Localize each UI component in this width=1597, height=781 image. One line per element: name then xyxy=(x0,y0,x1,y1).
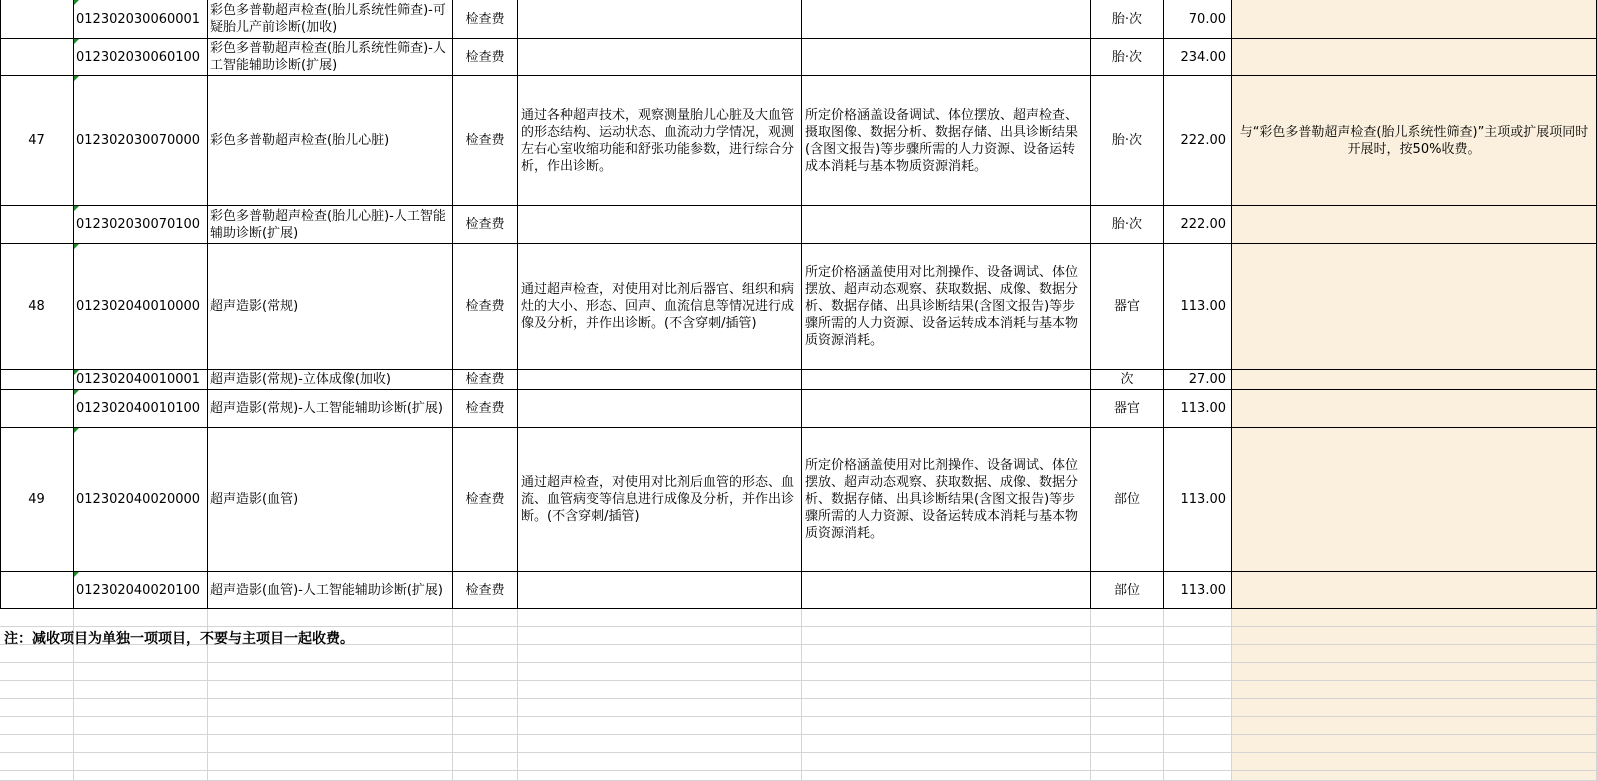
cell-name[interactable]: 超声造影(血管)-人工智能辅助诊断(扩展) xyxy=(208,572,453,609)
cell-remark[interactable]: 与“彩色多普勒超声检查(胎儿系统性筛查)”主项或扩展项同时开展时，按50%收费。 xyxy=(1232,76,1597,206)
empty-cell[interactable] xyxy=(518,663,802,681)
cell-scope[interactable] xyxy=(802,0,1091,39)
empty-cell[interactable] xyxy=(518,699,802,717)
empty-cell[interactable] xyxy=(0,735,74,753)
empty-cell[interactable] xyxy=(802,753,1091,771)
cell-remark[interactable] xyxy=(1232,390,1597,428)
empty-cell[interactable] xyxy=(74,771,208,781)
empty-cell[interactable] xyxy=(1091,753,1164,771)
cell-code[interactable]: 012302040020000 xyxy=(74,428,208,572)
empty-cell[interactable] xyxy=(74,717,208,735)
empty-cell[interactable] xyxy=(74,753,208,771)
cell-seq[interactable] xyxy=(0,39,74,76)
cell-unit[interactable]: 胎·次 xyxy=(1091,39,1164,76)
cell-unit[interactable]: 次 xyxy=(1091,370,1164,390)
cell-name[interactable]: 超声造影(血管) xyxy=(208,428,453,572)
cell-unit[interactable]: 部位 xyxy=(1091,572,1164,609)
empty-cell[interactable] xyxy=(1232,717,1597,735)
empty-cell[interactable] xyxy=(802,717,1091,735)
empty-cell[interactable] xyxy=(208,681,453,699)
empty-cell[interactable] xyxy=(0,717,74,735)
cell-code[interactable]: 012302030060001 xyxy=(74,0,208,39)
cell-remark[interactable] xyxy=(1232,370,1597,390)
empty-cell[interactable] xyxy=(0,771,74,781)
empty-cell[interactable] xyxy=(1232,681,1597,699)
cell-price[interactable]: 113.00 xyxy=(1164,572,1232,609)
cell-category[interactable]: 检查费 xyxy=(453,0,518,39)
empty-cell[interactable] xyxy=(1164,663,1232,681)
empty-cell[interactable] xyxy=(208,735,453,753)
empty-cell[interactable] xyxy=(208,753,453,771)
cell-scope[interactable]: 所定价格涵盖使用对比剂操作、设备调试、体位摆放、超声动态观察、获取数据、成像、数据分析、数据存储、出具诊断结果(含图文报告)等步骤所需的人力资源、设备运转成本消耗与基本物质资源消耗。 xyxy=(802,244,1091,370)
cell-name[interactable]: 超声造影(常规)-人工智能辅助诊断(扩展) xyxy=(208,390,453,428)
cell-price[interactable]: 113.00 xyxy=(1164,244,1232,370)
empty-cell[interactable] xyxy=(518,717,802,735)
empty-cell[interactable] xyxy=(74,609,208,627)
cell-category[interactable]: 检查费 xyxy=(453,428,518,572)
empty-cell[interactable] xyxy=(1091,681,1164,699)
empty-cell[interactable] xyxy=(1232,753,1597,771)
empty-cell[interactable] xyxy=(1091,699,1164,717)
empty-cell[interactable] xyxy=(74,663,208,681)
empty-cell[interactable] xyxy=(0,681,74,699)
cell-code[interactable]: 012302030070000 xyxy=(74,76,208,206)
cell-content[interactable] xyxy=(518,39,802,76)
cell-scope[interactable]: 所定价格涵盖设备调试、体位摆放、超声检查、摄取图像、数据分析、数据存储、出具诊断结果(含图文报告)等步骤所需的人力资源、设备运转成本消耗与基本物质资源消耗。 xyxy=(802,76,1091,206)
empty-cell[interactable] xyxy=(1164,699,1232,717)
cell-content[interactable]: 通过超声检查，对使用对比剂后器官、组织和病灶的大小、形态、回声、血流信息等情况进行成像及分析，并作出诊断。(不含穿刺/插管) xyxy=(518,244,802,370)
empty-cell[interactable] xyxy=(453,771,518,781)
cell-content[interactable] xyxy=(518,572,802,609)
empty-cell[interactable] xyxy=(802,627,1091,645)
cell-name[interactable]: 彩色多普勒超声检查(胎儿心脏)-人工智能辅助诊断(扩展) xyxy=(208,206,453,244)
cell-scope[interactable] xyxy=(802,572,1091,609)
empty-cell[interactable] xyxy=(1164,753,1232,771)
cell-category[interactable]: 检查费 xyxy=(453,39,518,76)
empty-cell[interactable] xyxy=(453,735,518,753)
empty-cell[interactable] xyxy=(453,609,518,627)
empty-cell[interactable] xyxy=(453,681,518,699)
empty-cell[interactable] xyxy=(802,645,1091,663)
cell-remark[interactable] xyxy=(1232,206,1597,244)
cell-name[interactable]: 超声造影(常规) xyxy=(208,244,453,370)
cell-seq[interactable]: 47 xyxy=(0,76,74,206)
empty-cell[interactable] xyxy=(802,699,1091,717)
empty-cell[interactable] xyxy=(1232,699,1597,717)
cell-code[interactable]: 012302030070100 xyxy=(74,206,208,244)
empty-cell[interactable] xyxy=(1164,645,1232,663)
empty-cell[interactable] xyxy=(453,753,518,771)
empty-cell[interactable] xyxy=(0,699,74,717)
table-left-border xyxy=(0,0,1,609)
empty-cell[interactable] xyxy=(802,663,1091,681)
empty-cell[interactable] xyxy=(1091,609,1164,627)
empty-cell[interactable] xyxy=(802,735,1091,753)
cell-price[interactable]: 113.00 xyxy=(1164,390,1232,428)
cell-code[interactable]: 012302040010000 xyxy=(74,244,208,370)
empty-cell[interactable] xyxy=(802,681,1091,699)
cell-content[interactable]: 通过各种超声技术，观察测量胎儿心脏及大血管的形态结构、运动状态、血流动力学情况，观测左右心室收缩功能和舒张功能参数，进行综合分析，作出诊断。 xyxy=(518,76,802,206)
cell-price[interactable]: 70.00 xyxy=(1164,0,1232,39)
empty-cell[interactable] xyxy=(1091,735,1164,753)
empty-cell[interactable] xyxy=(453,627,518,645)
cell-remark[interactable] xyxy=(1232,244,1597,370)
cell-category[interactable]: 检查费 xyxy=(453,390,518,428)
cell-remark[interactable] xyxy=(1232,572,1597,609)
empty-cell[interactable] xyxy=(0,609,74,627)
empty-cell[interactable] xyxy=(1232,609,1597,627)
empty-cell[interactable] xyxy=(453,645,518,663)
empty-cell[interactable] xyxy=(1164,609,1232,627)
cell-unit[interactable]: 胎·次 xyxy=(1091,76,1164,206)
empty-cell[interactable] xyxy=(802,609,1091,627)
cell-name[interactable]: 彩色多普勒超声检查(胎儿系统性筛查)-可疑胎儿产前诊断(加收) xyxy=(208,0,453,39)
cell-remark[interactable] xyxy=(1232,428,1597,572)
cell-scope[interactable] xyxy=(802,206,1091,244)
cell-code[interactable]: 012302040010100 xyxy=(74,390,208,428)
cell-name[interactable]: 超声造影(常规)-立体成像(加收) xyxy=(208,370,453,390)
cell-seq[interactable]: 49 xyxy=(0,428,74,572)
cell-code[interactable]: 012302040010001 xyxy=(74,370,208,390)
cell-code[interactable]: 012302030060100 xyxy=(74,39,208,76)
empty-cell[interactable] xyxy=(518,753,802,771)
empty-cell[interactable] xyxy=(518,645,802,663)
cell-content[interactable] xyxy=(518,390,802,428)
empty-cell[interactable] xyxy=(1232,663,1597,681)
empty-cell[interactable] xyxy=(208,609,453,627)
empty-cell[interactable] xyxy=(518,771,802,781)
empty-cell[interactable] xyxy=(1232,627,1597,645)
cell-seq[interactable] xyxy=(0,0,74,39)
cell-unit[interactable]: 器官 xyxy=(1091,390,1164,428)
empty-cell[interactable] xyxy=(1091,771,1164,781)
cell-scope[interactable] xyxy=(802,390,1091,428)
cell-scope[interactable]: 所定价格涵盖使用对比剂操作、设备调试、体位摆放、超声动态观察、获取数据、成像、数据分析、数据存储、出具诊断结果(含图文报告)等步骤所需的人力资源、设备运转成本消耗与基本物质资源消耗。 xyxy=(802,428,1091,572)
cell-price[interactable]: 27.00 xyxy=(1164,370,1232,390)
empty-cell[interactable] xyxy=(208,699,453,717)
cell-unit[interactable]: 部位 xyxy=(1091,428,1164,572)
empty-cell[interactable] xyxy=(74,699,208,717)
empty-cell[interactable] xyxy=(1091,717,1164,735)
empty-cell[interactable] xyxy=(1091,627,1164,645)
cell-category[interactable]: 检查费 xyxy=(453,572,518,609)
empty-cell[interactable] xyxy=(1164,627,1232,645)
empty-cell[interactable] xyxy=(74,681,208,699)
cell-unit[interactable]: 器官 xyxy=(1091,244,1164,370)
empty-cell[interactable] xyxy=(1091,645,1164,663)
empty-cell[interactable] xyxy=(453,663,518,681)
cell-content[interactable] xyxy=(518,370,802,390)
empty-cell[interactable] xyxy=(0,753,74,771)
footnote[interactable]: 注：减收项目为单独一项项目，不要与主项目一起收费。 xyxy=(4,631,354,647)
cell-seq[interactable] xyxy=(0,370,74,390)
empty-cell[interactable] xyxy=(453,699,518,717)
cell-price[interactable]: 222.00 xyxy=(1164,76,1232,206)
cell-category[interactable]: 检查费 xyxy=(453,370,518,390)
cell-code[interactable]: 012302040020100 xyxy=(74,572,208,609)
cell-price[interactable]: 222.00 xyxy=(1164,206,1232,244)
cell-seq[interactable]: 48 xyxy=(0,244,74,370)
cell-category[interactable]: 检查费 xyxy=(453,206,518,244)
cell-seq[interactable] xyxy=(0,390,74,428)
cell-remark[interactable] xyxy=(1232,0,1597,39)
empty-cell[interactable] xyxy=(208,717,453,735)
cell-scope[interactable] xyxy=(802,39,1091,76)
empty-cell[interactable] xyxy=(1164,735,1232,753)
cell-price[interactable]: 234.00 xyxy=(1164,39,1232,76)
cell-seq[interactable] xyxy=(0,206,74,244)
empty-cell[interactable] xyxy=(1232,771,1597,781)
cell-price[interactable]: 113.00 xyxy=(1164,428,1232,572)
empty-cell[interactable] xyxy=(518,681,802,699)
cell-name[interactable]: 彩色多普勒超声检查(胎儿心脏) xyxy=(208,76,453,206)
empty-cell[interactable] xyxy=(1091,663,1164,681)
cell-name[interactable]: 彩色多普勒超声检查(胎儿系统性筛查)-人工智能辅助诊断(扩展) xyxy=(208,39,453,76)
cell-content[interactable]: 通过超声检查，对使用对比剂后血管的形态、血流、血管病变等信息进行成像及分析，并作出诊断。(不含穿刺/插管) xyxy=(518,428,802,572)
empty-cell[interactable] xyxy=(1164,771,1232,781)
empty-cell[interactable] xyxy=(0,663,74,681)
empty-cell[interactable] xyxy=(208,663,453,681)
cell-category[interactable]: 检查费 xyxy=(453,76,518,206)
cell-category[interactable]: 检查费 xyxy=(453,244,518,370)
empty-cell[interactable] xyxy=(518,627,802,645)
cell-content[interactable] xyxy=(518,0,802,39)
cell-seq[interactable] xyxy=(0,572,74,609)
cell-scope[interactable] xyxy=(802,370,1091,390)
empty-cell[interactable] xyxy=(453,717,518,735)
cell-unit[interactable]: 胎·次 xyxy=(1091,0,1164,39)
empty-cell[interactable] xyxy=(1232,645,1597,663)
cell-remark[interactable] xyxy=(1232,39,1597,76)
empty-cell[interactable] xyxy=(74,735,208,753)
empty-cell[interactable] xyxy=(1164,681,1232,699)
cell-content[interactable] xyxy=(518,206,802,244)
empty-cell[interactable] xyxy=(518,735,802,753)
empty-cell[interactable] xyxy=(208,771,453,781)
cell-unit[interactable]: 胎·次 xyxy=(1091,206,1164,244)
empty-cell[interactable] xyxy=(1164,717,1232,735)
empty-cell[interactable] xyxy=(1232,735,1597,753)
empty-cell[interactable] xyxy=(518,609,802,627)
empty-cell[interactable] xyxy=(802,771,1091,781)
